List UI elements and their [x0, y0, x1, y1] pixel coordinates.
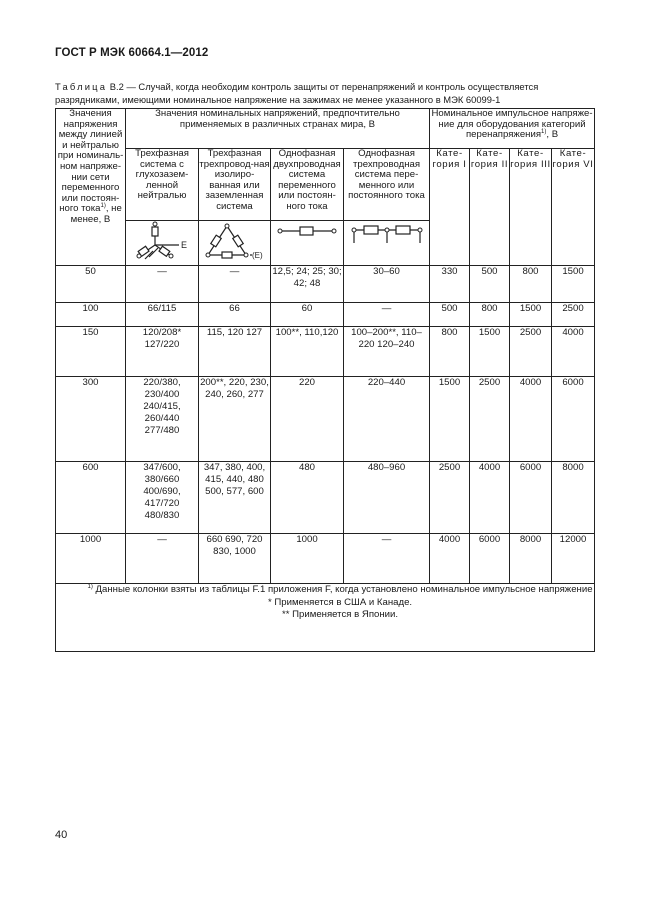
cell-single-phase-two-wire: 100**, 110,120	[271, 327, 344, 377]
two-wire-diagram	[276, 221, 338, 241]
cell-voltage: 600	[56, 462, 126, 534]
diagram-single-phase-two-wire	[271, 221, 344, 266]
footnote-usa-canada: * Применяется в США и Канаде.	[267, 596, 413, 608]
cell-single-phase-two-wire: 220	[271, 377, 344, 462]
cell-three-phase-earthed: —	[126, 266, 199, 303]
cell-category-6: 4000	[552, 327, 595, 377]
notes-row	[56, 584, 595, 652]
cell-three-phase-three-wire: 115, 120 127	[199, 327, 271, 377]
cell-category-2: 4000	[470, 462, 510, 534]
category-1-header: Кате-гория I	[430, 149, 470, 266]
cell-voltage: 1000	[56, 534, 126, 584]
cell-category-1: 2500	[430, 462, 470, 534]
cell-category-3: 8000	[510, 534, 552, 584]
group-header-nominal-voltages: Значения номинальных напряжений, предпочтительно применяемых в различных странах мира, В	[126, 109, 430, 149]
cell-category-2: 6000	[470, 534, 510, 584]
category-6-header: Кате-гория VI	[552, 149, 595, 266]
star-connection-diagram	[129, 221, 195, 261]
cell-category-1: 330	[430, 266, 470, 303]
table-row	[56, 266, 595, 303]
caption-lead: Таблица	[55, 81, 108, 92]
diagram-three-phase-earthed	[126, 221, 199, 266]
table-row	[56, 377, 595, 462]
table-row	[56, 303, 595, 327]
cell-three-phase-three-wire: 66	[199, 303, 271, 327]
group-header-impulse-voltage	[430, 109, 595, 149]
cell-category-2: 2500	[470, 377, 510, 462]
cell-voltage: 50	[56, 266, 126, 303]
cell-single-phase-two-wire: 1000	[271, 534, 344, 584]
cell-single-phase-three-wire: 480–960	[344, 462, 430, 534]
table-row	[56, 327, 595, 377]
footnote-1-mark: 1)	[87, 583, 93, 590]
cell-three-phase-three-wire: 347, 380, 400, 415, 440, 480 500, 577, 600	[199, 462, 271, 534]
cell-category-6: 1500	[552, 266, 595, 303]
cell-voltage: 100	[56, 303, 126, 327]
table-row	[56, 462, 595, 534]
cell-category-3: 6000	[510, 462, 552, 534]
diagram-single-phase-three-wire	[344, 221, 430, 266]
cell-category-6: 8000	[552, 462, 595, 534]
subheader-three-phase-three-wire: Трехфазная трехпровод-ная изолиро-ванная или заземленная система	[199, 149, 271, 221]
impulse-header-tail: , В	[546, 129, 559, 141]
subheader-single-phase-two-wire: Однофазная двухпроводная система переменного или постоян-ного тока	[271, 149, 344, 221]
category-2-header: Кате-гория II	[470, 149, 510, 266]
impulse-footnote-mark: 1)	[541, 129, 547, 135]
cell-single-phase-three-wire: 220–440	[344, 377, 430, 462]
table-caption	[55, 80, 595, 106]
three-wire-diagram	[350, 221, 424, 247]
diagram-three-phase-three-wire	[199, 221, 271, 266]
footnote-1	[56, 584, 594, 597]
cell-category-3: 4000	[510, 377, 552, 462]
cell-three-phase-three-wire: —	[199, 266, 271, 303]
cell-three-phase-three-wire: 200**, 220, 230, 240, 260, 277	[199, 377, 271, 462]
cell-category-3: 800	[510, 266, 552, 303]
cell-single-phase-two-wire: 60	[271, 303, 344, 327]
cell-single-phase-two-wire: 12,5; 24; 25; 30; 42; 48	[271, 266, 344, 303]
cell-three-phase-earthed: 220/380, 230/400 240/415, 260/440 277/480	[126, 377, 199, 462]
impulse-header-text: Номинальное импульсное напряже-ние для оборудования категорий перенапряжения	[431, 108, 593, 141]
col1-footnote-mark: 1)	[100, 203, 106, 210]
cell-three-phase-three-wire: 660 690, 720 830, 1000	[199, 534, 271, 584]
cell-category-6: 2500	[552, 303, 595, 327]
col1-header-text: Значения напряжения между линией и нейтралью при номиналь-ном напряже-нии сети переменного или постоян-ного тока	[57, 108, 124, 215]
category-3-header: Кате-гория III	[510, 149, 552, 266]
cell-category-2: 1500	[470, 327, 510, 377]
caption-text: B.2 — Случай, когда необходим контроль защиты от перенапряжений и контроль осуществляется разрядниками, имеющими номинальное напряжение на зажимах не менее указанного в МЭК 60099-1	[55, 81, 539, 105]
cell-single-phase-three-wire: —	[344, 303, 430, 327]
cell-single-phase-three-wire: —	[344, 534, 430, 584]
subheader-single-phase-three-wire: Однофазная трехпроводная система пере-менного или постоянного тока	[344, 149, 430, 221]
col-header-voltage-line-neutral	[56, 109, 126, 266]
subheader-three-phase-earthed: Трехфазная система с глухозазем-ленной нейтралью	[126, 149, 199, 221]
cell-category-1: 4000	[430, 534, 470, 584]
cell-category-3: 2500	[510, 327, 552, 377]
cell-three-phase-earthed: —	[126, 534, 199, 584]
header-row-2	[56, 149, 595, 221]
col1-header-tail: , не менее, В	[70, 203, 122, 225]
data-table	[55, 108, 595, 652]
cell-voltage: 150	[56, 327, 126, 377]
cell-three-phase-earthed: 347/600, 380/660 400/690, 417/720 480/830	[126, 462, 199, 534]
table-footnotes	[56, 584, 595, 652]
cell-category-3: 1500	[510, 303, 552, 327]
cell-single-phase-three-wire: 30–60	[344, 266, 430, 303]
earth-label: E	[181, 240, 188, 250]
cell-single-phase-two-wire: 480	[271, 462, 344, 534]
document-header: ГОСТ Р МЭК 60664.1—2012	[55, 47, 209, 59]
cell-voltage: 300	[56, 377, 126, 462]
cell-three-phase-earthed: 120/208* 127/220	[126, 327, 199, 377]
cell-category-6: 12000	[552, 534, 595, 584]
table-row	[56, 534, 595, 584]
cell-three-phase-earthed: 66/115	[126, 303, 199, 327]
header-row-1	[56, 109, 595, 149]
cell-single-phase-three-wire: 100–200**, 110–220 120–240	[344, 327, 430, 377]
cell-category-6: 6000	[552, 377, 595, 462]
page-number: 40	[55, 829, 68, 841]
footnote-1-text: Данные колонки взяты из таблицы F.1 приложения F, когда установлено номинальное импульсное напряжение	[92, 584, 593, 595]
cell-category-2: 800	[470, 303, 510, 327]
footnote-japan: ** Применяется в Японии.	[282, 609, 399, 620]
cell-category-2: 500	[470, 266, 510, 303]
earth-optional-label: (E)	[251, 251, 263, 260]
cell-category-1: 500	[430, 303, 470, 327]
cell-category-1: 1500	[430, 377, 470, 462]
cell-category-1: 800	[430, 327, 470, 377]
delta-connection-diagram	[200, 221, 270, 261]
